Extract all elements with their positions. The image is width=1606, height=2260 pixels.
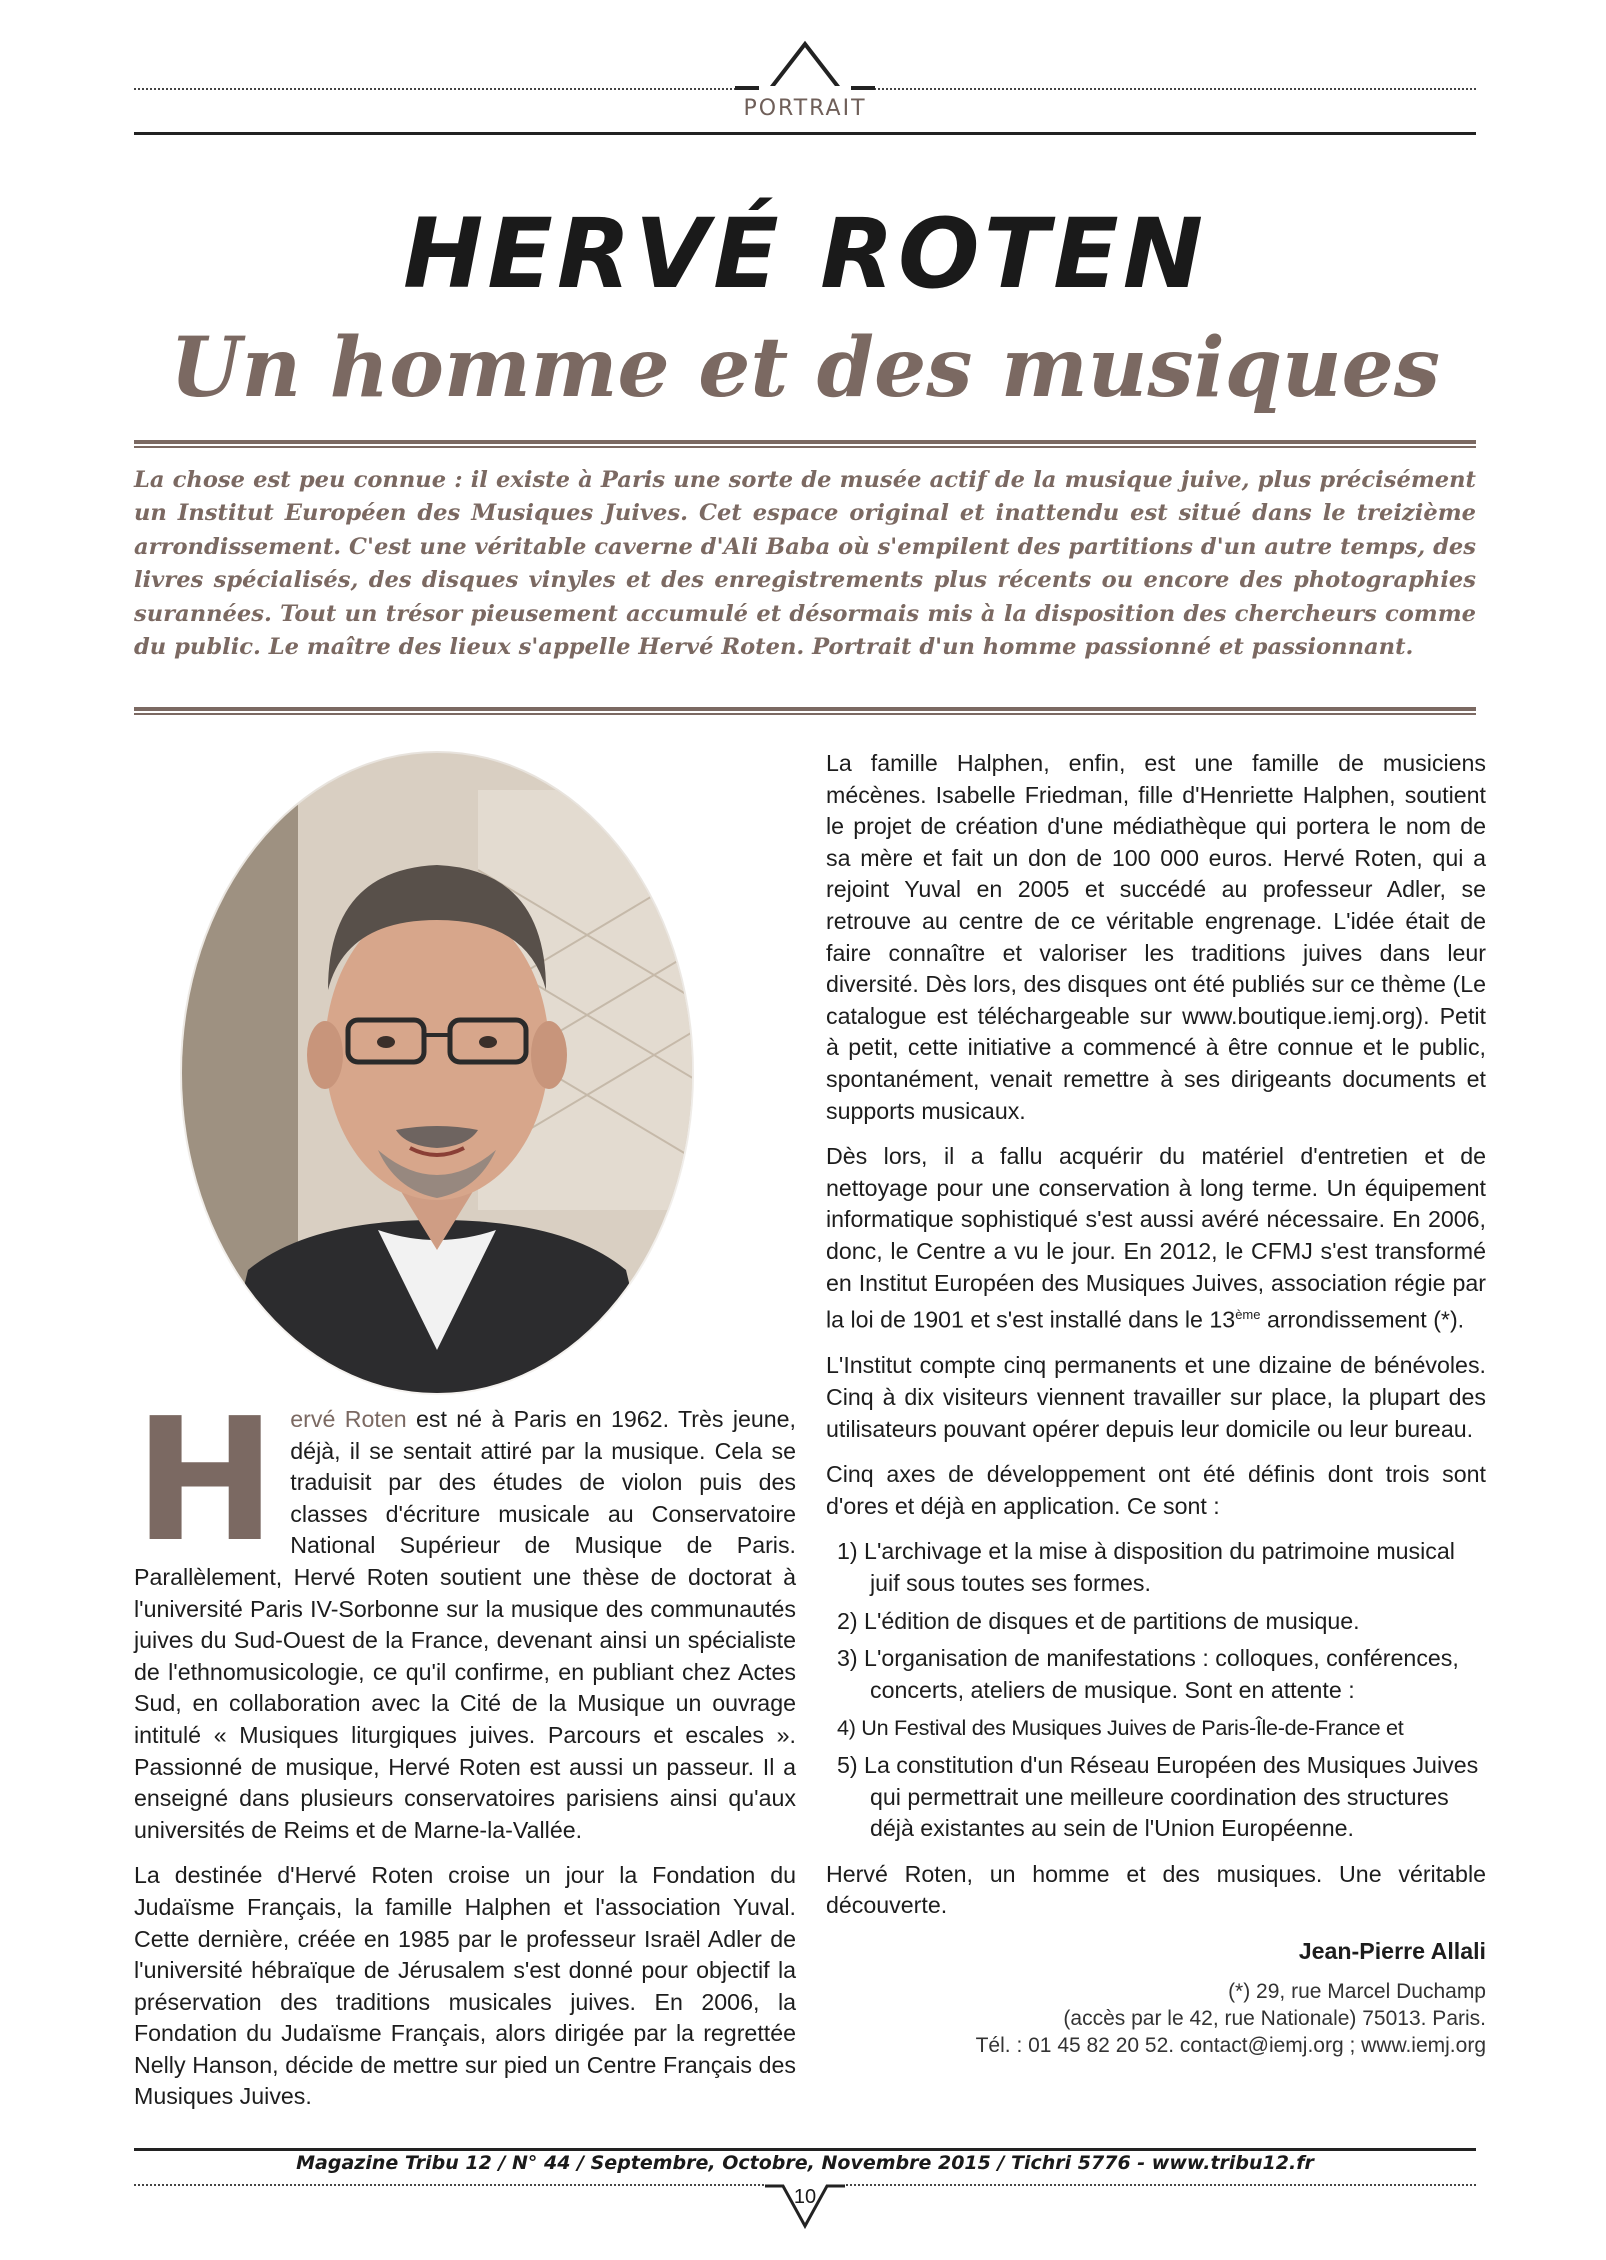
article-column-left bbox=[134, 1382, 796, 2127]
intro-bottom-rule bbox=[134, 707, 1476, 715]
article-closing: Hervé Roten, un homme et des musiques. Une véritable découverte. bbox=[826, 1860, 1486, 1919]
article-paragraph-5: L'Institut compte cinq permanents et une dizaine de bénévoles. Cinq à dix visiteurs viennent travailler sur place, la plupart des utilisateurs pouvant opérer depuis leur domicile ou leur bureau. bbox=[826, 1352, 1486, 1442]
page-number: 10 bbox=[793, 2186, 817, 2208]
author-signature: Jean-Pierre Allali bbox=[1298, 1937, 1486, 1964]
address-line: Tél. : 01 45 82 20 52. contact@iemj.org ; www.iemj.org bbox=[975, 2033, 1486, 2057]
header-solid-rule bbox=[134, 132, 1476, 135]
article-title: HERVÉ ROTEN bbox=[402, 198, 1208, 310]
article-paragraph-2: La destinée d'Hervé Roten croise un jour la Fondation du Judaïsme Français, la famille Halphen et l'association Yuval. Cette dernière, créée en 1985 par le professeur Israël Adler de l'université hébraïque de Jérusalem s'est donné pour objectif la préservation des traditions musicales juives. En 2006, la Fondation du Judaïsme Français, alors dirigée par la regrettée Nelly Hanson, décide de mettre sur pied un Centre Français des Musiques Juives. bbox=[134, 1862, 796, 2110]
list-item: 1) L'archivage et la mise à disposition du patrimoine musical juif sous toutes ses formes. bbox=[837, 1538, 1455, 1596]
header-triangle-ornament bbox=[735, 40, 875, 96]
development-axes-list bbox=[826, 1536, 1486, 1844]
list-item: 4) Un Festival des Musiques Juives de Paris-Île-de-France et bbox=[837, 1715, 1404, 1741]
footer-credit: Magazine Tribu 12 / N° 44 / Septembre, Octobre, Novembre 2015 / Tichri 5776 - www.tribu12.fr bbox=[296, 2152, 1314, 2174]
intro-top-rule bbox=[134, 440, 1476, 448]
address-line: (*) 29, rue Marcel Duchamp bbox=[1228, 1979, 1486, 2003]
list-item: 3) L'organisation de manifestations : colloques, conférences, concerts, ateliers de musique. Sont en attente : bbox=[837, 1645, 1459, 1703]
address-line: (accès par le 42, rue Nationale) 75013. Paris. bbox=[1063, 2006, 1486, 2030]
lead-accent: ervé Roten bbox=[290, 1406, 407, 1432]
article-paragraph-1 bbox=[134, 1382, 796, 1846]
ordinal-superscript: ème bbox=[1235, 1307, 1261, 1323]
article-subtitle: Un homme et des musiques bbox=[169, 320, 1441, 416]
section-label: PORTRAIT bbox=[743, 96, 867, 121]
article-paragraph-4 bbox=[826, 1141, 1486, 1336]
article-column-right bbox=[826, 748, 1486, 2059]
paragraph-1-text: est né à Paris en 1962. Très jeune, déjà, il se sentait attiré par la musique. Cela se traduisit par des études de violon puis des classes d'écriture musicale au Conservatoire National Supérieur de Musique de Paris. Parallèlement, Hervé Roten soutient une thèse de doctorat à l'université Paris IV-Sorbonne sur la musique des communautés juives du Sud-Ouest de la France, devenant ainsi un spécialiste de l'ethnomusicologie, ce qu'il confirme, en publiant chez Actes Sud, en collaboration avec la Cité de la Musique un ouvrage intitulé « Musiques liturgiques juives. Parcours et escales ». Passionné de musique, Hervé Roten est aussi un passeur. Il a enseigné dans plusieurs conservatoires parisiens ainsi qu'aux universités de Reims et de Marne-la-Vallée. bbox=[134, 1406, 796, 1843]
drop-cap: H bbox=[134, 1382, 277, 1580]
list-item: 2) L'édition de disques et de partitions de musique. bbox=[837, 1607, 1360, 1634]
institute-address bbox=[826, 1978, 1486, 2059]
footer-solid-rule bbox=[134, 2148, 1476, 2151]
portrait-photo bbox=[178, 750, 696, 1396]
article-paragraph-6: Cinq axes de développement ont été définis dont trois sont d'ores et déjà en application. Ce sont : bbox=[826, 1461, 1486, 1519]
article-intro: La chose est peu connue : il existe à Paris une sorte de musée actif de la musique juive, plus précisément un Institut Européen des Musiques Juives. Cet espace original et inattendu est situé dans le treizième arrondissement. C'est une véritable caverne d'Ali Baba où s'empilent des partitions d'un autre temps, des livres spécialisés, des disques vinyles et des enregistrements plus récents ou encore des photographies surannées. Tout un trésor pieusement accumulé et désormais mis à la disposition des chercheurs comme du public. Le maître des lieux s'appelle Hervé Roten. Portrait d'un homme passionné et passionnant. bbox=[134, 467, 1476, 661]
paragraph-4-end: arrondissement (*). bbox=[1260, 1306, 1465, 1333]
list-item: 5) La constitution d'un Réseau Européen des Musiques Juives qui permettrait une meilleure coordination des structures déjà existantes au sein de l'Union Européenne. bbox=[837, 1751, 1479, 1842]
article-paragraph-3: La famille Halphen, enfin, est une famille de musiciens mécènes. Isabelle Friedman, fille d'Henriette Halphen, soutient le projet de création d'une médiathèque qui portera le nom de sa mère et fait un don de 100 000 euros. Hervé Roten, qui a rejoint Yuval en 2005 et succédé au professeur Adler, se retrouve au centre de ce véritable engrenage. L'idée était de faire connaître et valoriser les traditions juives dans leur diversité. Dès lors, des disques ont été publiés sur ce thème (Le catalogue est téléchargeable sur www.boutique.iemj.org). Petit à petit, cette initiative a commencé à être connue et le public, spontanément, venait remettre à ses dirigeants documents et supports musicaux. bbox=[826, 750, 1486, 1124]
paragraph-4-text: Dès lors, il a fallu acquérir du matériel d'entretien et de nettoyage pour une conservation à long terme. Un équipement informatique sophistiqué s'est aussi avéré nécessaire. En 2006, donc, le Centre a vu le jour. En 2012, le CFMJ s'est transformé en Institut Européen des Musiques Juives, association régie par la loi de 1901 et s'est installé dans le 13 bbox=[826, 1143, 1486, 1333]
